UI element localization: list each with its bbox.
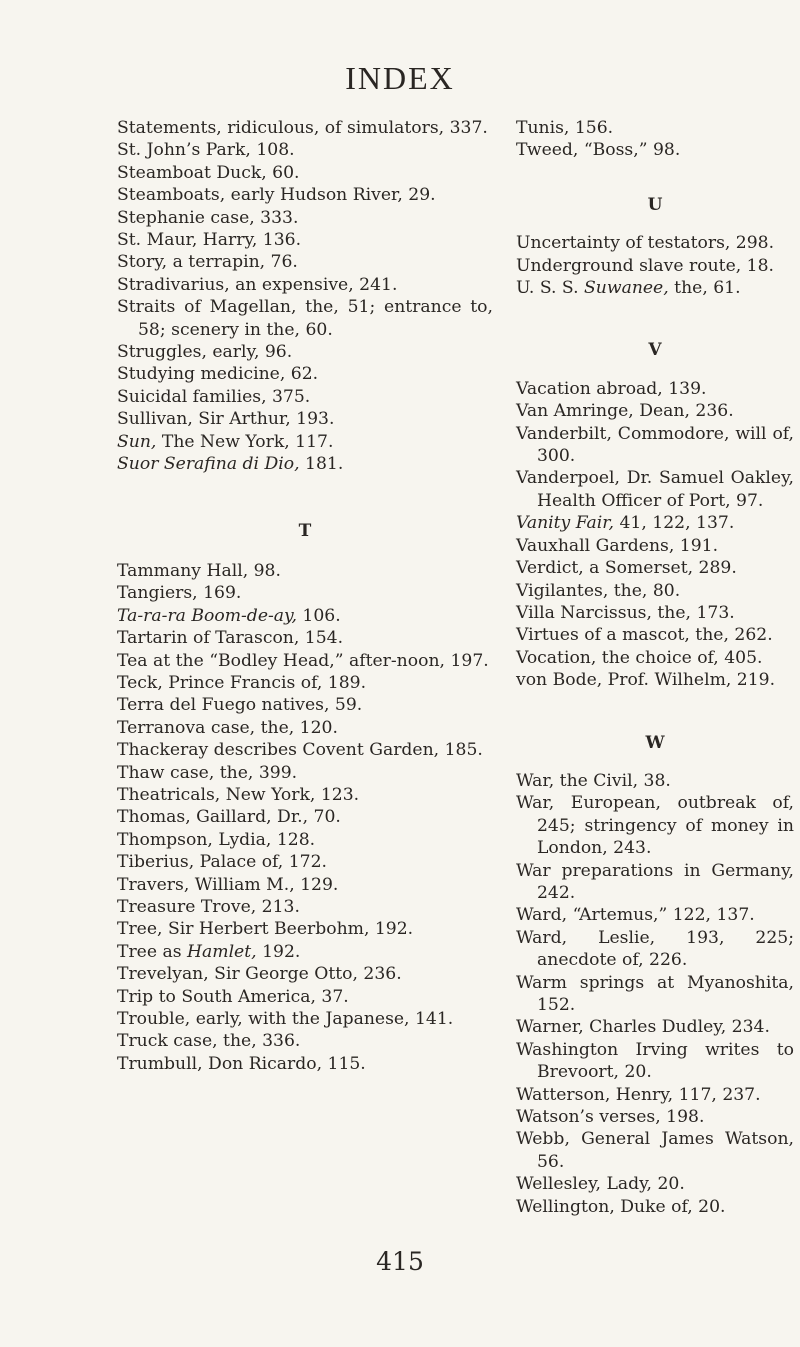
index-entry: Terranova case, the, 120. xyxy=(117,717,338,738)
index-entry xyxy=(516,512,794,534)
index-entry xyxy=(117,941,493,963)
index-entry: Watson’s verses, 198. xyxy=(516,1107,705,1128)
section-letter-v: V xyxy=(648,340,662,361)
index-entry: St. John’s Park, 108. xyxy=(117,140,295,161)
entry-text: 41, 122, 137. xyxy=(614,513,735,534)
index-entry: Villa Narcissus, the, 173. xyxy=(516,602,735,623)
index-entry: Verdict, a Somerset, 289. xyxy=(516,558,737,579)
index-entry: Trip to South America, 37. xyxy=(117,986,349,1007)
entry-italic: Vanity Fair, xyxy=(516,513,615,534)
section-gap xyxy=(516,216,794,232)
page-number: 415 xyxy=(376,1247,424,1276)
index-entry: Washington Irving writes to Brevoort, 20. xyxy=(516,1039,794,1083)
section-gap xyxy=(516,299,794,339)
index-entry: St. Maur, Harry, 136. xyxy=(117,230,302,251)
index-entry: Ward, “Artemus,” 122, 137. xyxy=(516,905,755,926)
index-entry: War, European, outbreak of, 245; stringency of money in London, 243. xyxy=(516,793,794,859)
index-entry: Tweed, “Boss,” 98. xyxy=(516,140,681,161)
index-entry: War preparations in Germany, 242. xyxy=(516,860,794,903)
entry-italic: Suor Serafina di Dio, xyxy=(117,454,300,475)
entries-w xyxy=(516,770,794,1218)
entry-italic: Suwanee, xyxy=(584,278,669,299)
entry-text: U. S. S. xyxy=(516,278,585,299)
index-entry: Tammany Hall, 98. xyxy=(117,560,281,581)
index-entry: Vanderpoel, Dr. Samuel Oakley, Health Officer of Port, 97. xyxy=(516,468,794,511)
index-entry: Vauxhall Gardens, 191. xyxy=(516,535,719,556)
index-entry: Steamboat Duck, 60. xyxy=(117,162,300,183)
index-entry: von Bode, Prof. Wilhelm, 219. xyxy=(516,670,776,691)
index-entry: Trouble, early, with the Japanese, 141. xyxy=(117,1009,454,1030)
index-entry: Warm springs at Myanoshita, 152. xyxy=(516,972,794,1015)
index-entry: Tartarin of Tarascon, 154. xyxy=(117,628,344,649)
section-letter-w: W xyxy=(645,732,665,753)
entry-text: the, 61. xyxy=(668,278,741,299)
section-gap xyxy=(117,476,493,520)
index-entry: Tiberius, Palace of, 172. xyxy=(117,852,328,873)
index-entry: Van Amringe, Dean, 236. xyxy=(516,401,734,422)
index-entry: Tangiers, 169. xyxy=(117,583,242,604)
section-gap xyxy=(516,754,794,770)
entries-u xyxy=(516,232,794,299)
index-entry: Underground slave route, 18. xyxy=(516,255,774,276)
right-column xyxy=(516,117,794,1218)
index-entry: Thackeray describes Covent Garden, 185. xyxy=(117,740,483,761)
index-entry: Steamboats, early Hudson River, 29. xyxy=(117,185,436,206)
index-entry: Virtues of a mascot, the, 262. xyxy=(516,625,773,646)
index-entry: Stradivarius, an expensive, 241. xyxy=(117,274,398,295)
index-entry: Vanderbilt, Commodore, will of, 300. xyxy=(516,423,794,467)
index-entry: Terra del Fuego natives, 59. xyxy=(117,695,363,716)
index-entry: Trevelyan, Sir George Otto, 236. xyxy=(117,964,402,985)
index-entry: Struggles, early, 96. xyxy=(117,342,293,363)
section-gap xyxy=(117,542,493,560)
index-entry: Statements, ridiculous, of simulators, 337. xyxy=(117,118,488,138)
section-letter-u: U xyxy=(647,194,663,215)
index-entry xyxy=(117,453,493,475)
index-entry: Wellington, Duke of, 20. xyxy=(516,1196,726,1217)
index-entry: Travers, William M., 129. xyxy=(117,874,339,895)
entry-text: Tree as xyxy=(117,941,188,962)
entry-text: 192. xyxy=(256,941,301,962)
index-entry: Trumbull, Don Ricardo, 115. xyxy=(117,1053,366,1074)
index-entry: Warner, Charles Dudley, 234. xyxy=(516,1017,770,1038)
entries-t xyxy=(117,560,493,1075)
index-entry: Ward, Leslie, 193, 225; anecdote of, 226. xyxy=(516,927,794,971)
index-entry xyxy=(117,605,493,627)
index-entry: Tea at the “Bodley Head,” after-noon, 197. xyxy=(117,650,489,671)
index-entry: Theatricals, New York, 123. xyxy=(117,784,360,805)
entries-s xyxy=(117,117,493,476)
index-entry: War, the Civil, 38. xyxy=(516,770,671,791)
index-entry: Thaw case, the, 399. xyxy=(117,762,298,783)
index-entry xyxy=(117,431,493,453)
entry-text: The New York, 117. xyxy=(156,431,334,452)
index-entry: Watterson, Henry, 117, 237. xyxy=(516,1084,761,1105)
index-entry: Story, a terrapin, 76. xyxy=(117,252,298,273)
index-entry: Webb, General James Watson, 56. xyxy=(516,1129,794,1172)
section-gap xyxy=(516,692,794,732)
index-entry: Vocation, the choice of, 405. xyxy=(516,647,763,668)
section-gap xyxy=(516,162,794,194)
index-entry: Straits of Magellan, the, 51; entrance to, 58; scenery in the, 60. xyxy=(117,297,493,340)
entry-italic: Hamlet, xyxy=(187,941,257,962)
index-entry: Studying medicine, 62. xyxy=(117,364,319,385)
entry-text: 106. xyxy=(296,605,341,626)
index-entry: Wellesley, Lady, 20. xyxy=(516,1174,685,1195)
index-entry xyxy=(516,277,794,299)
entry-italic: Ta-ra-ra Boom-de-ay, xyxy=(117,605,297,626)
index-entry: Teck, Prince Francis of, 189. xyxy=(117,672,367,693)
index-entry: Suicidal families, 375. xyxy=(117,386,311,407)
index-entry: Tree, Sir Herbert Beerbohm, 192. xyxy=(117,919,414,940)
index-entry: Vacation abroad, 139. xyxy=(516,378,707,399)
entries-v xyxy=(516,378,794,692)
index-entry: Tunis, 156. xyxy=(516,118,614,138)
entry-italic: Sun, xyxy=(117,431,157,452)
entries-t-continued xyxy=(516,117,794,162)
section-letter-t: T xyxy=(298,520,312,541)
page-title: INDEX xyxy=(345,60,455,96)
section-gap xyxy=(516,362,794,378)
index-entry: Truck case, the, 336. xyxy=(117,1031,301,1052)
index-entry: Thomas, Gaillard, Dr., 70. xyxy=(117,807,341,828)
index-entry: Thompson, Lydia, 128. xyxy=(117,829,316,850)
entry-text: 181. xyxy=(299,454,344,475)
index-entry: Sullivan, Sir Arthur, 193. xyxy=(117,409,335,430)
index-entry: Vigilantes, the, 80. xyxy=(516,580,681,601)
left-column xyxy=(117,117,493,1075)
index-entry: Treasure Trove, 213. xyxy=(117,897,300,917)
index-entry: Uncertainty of testators, 298. xyxy=(516,233,775,254)
index-entry: Stephanie case, 333. xyxy=(117,207,299,228)
